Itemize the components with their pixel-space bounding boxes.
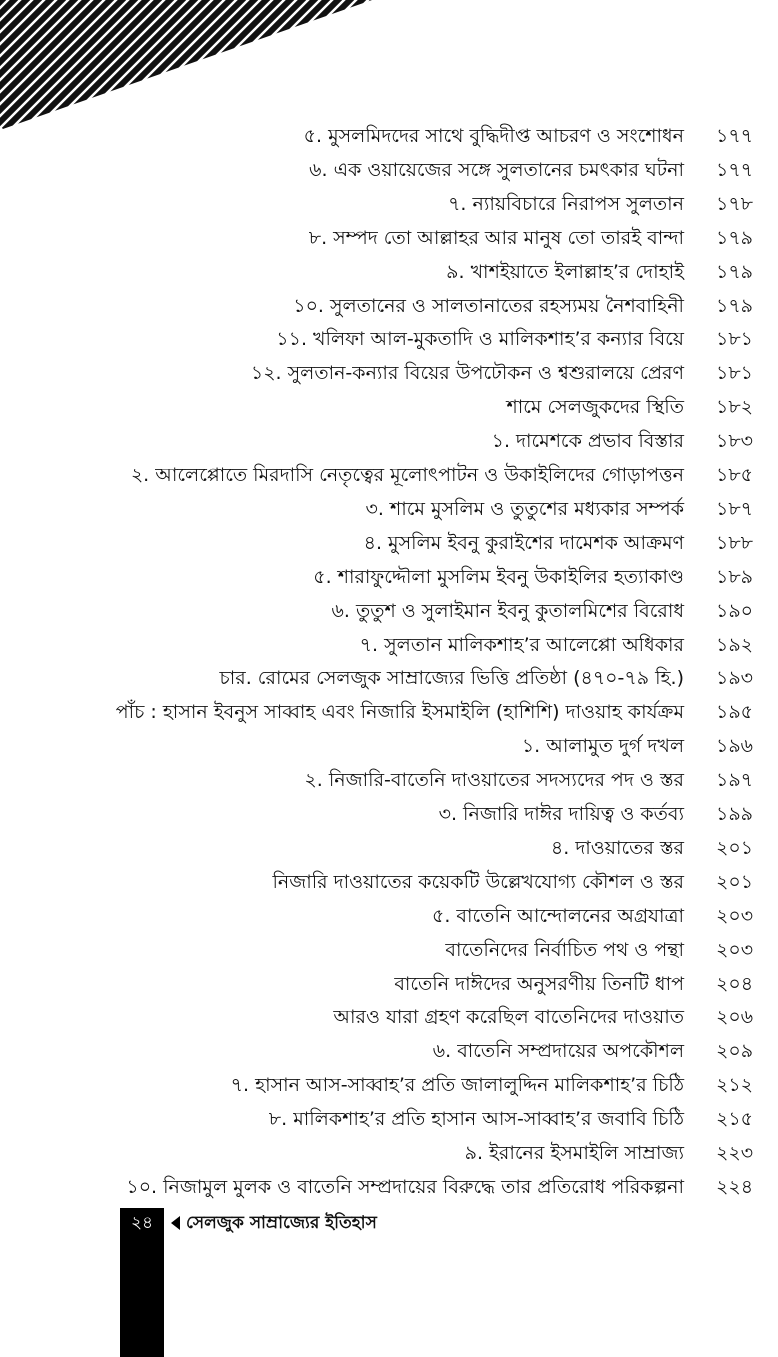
toc-entry: [0, 832, 778, 865]
toc-entry-title: ৭. হাসান আস-সাব্বাহ’র প্রতি জালালুদ্দিন মালিকশাহ’র চিঠি: [230, 1074, 684, 1096]
toc-entry-title: ৫. মুসলমিদদের সাথে বুদ্ধিদীপ্ত আচরণ ও সংশোধন: [303, 125, 684, 147]
toc-entry-title: ৫. বাতেনি আন্দোলনের অগ্রযাত্রা: [432, 905, 684, 927]
toc-entry: [0, 629, 778, 662]
toc-entry: [0, 391, 778, 424]
toc-entry-page: ২০৩: [716, 905, 754, 927]
toc-entry: [0, 968, 778, 1001]
toc-entry-page: ১৯৭: [716, 769, 754, 791]
toc-entry: [0, 357, 778, 390]
toc-entry: [0, 323, 778, 356]
toc-entry-title: ৪. মুসলিম ইবনু কুরাইশের দামেশক আক্রমণ: [363, 532, 684, 554]
toc-entry: [0, 459, 778, 492]
toc-entry: [0, 1069, 778, 1102]
footer-page-number: ২৪: [130, 1213, 154, 1233]
toc-entry-title: ৩. শামে মুসলিম ও তুতুশের মধ্যকার সম্পর্ক: [365, 498, 684, 520]
toc-entry-page: ১৯৬: [716, 735, 754, 757]
toc-entry-page: ২০৬: [716, 1006, 754, 1028]
toc-entry-title: আরও যারা গ্রহণ করেছিল বাতেনিদের দাওয়াত: [333, 1006, 684, 1028]
toc-entry: [0, 866, 778, 899]
toc-entry-page: ১৮৫: [716, 464, 753, 486]
toc-entry-page: ১৯৫: [716, 701, 753, 723]
toc-entry-title: ১০. নিজামুল মুলক ও বাতেনি সম্প্রদায়ের বিরুদ্ধে তার প্রতিরোধ পরিকল্পনা: [126, 1176, 684, 1198]
toc-entry-page: ১৯২: [716, 634, 754, 656]
toc-entry: [0, 1001, 778, 1034]
toc-entry: [0, 188, 778, 221]
toc-entry-title: ২. আলেপ্পোতে মিরদাসি নেতৃত্বের মূলোৎপাটন ও উকাইলিদের গোড়াপত্তন: [130, 464, 684, 486]
toc-entry: [0, 662, 778, 695]
toc-entry-page: ২০৪: [716, 973, 754, 995]
toc-entry: [0, 154, 778, 187]
toc-entry-title: ১. আলামুত দুর্গ দখল: [521, 735, 684, 757]
toc-entry-title: পাঁচ : হাসান ইবনুস সাব্বাহ এবং নিজারি ইসমাইলি (হাশিশি) দাওয়াহ কার্যক্রম: [115, 701, 684, 723]
toc-entry-title: ৮. মালিকশাহ’র প্রতি হাসান আস-সাব্বাহ’র জবাবি চিঠি: [268, 1108, 684, 1130]
toc-entry-page: ২২৩: [716, 1142, 754, 1164]
toc-entry-page: ১৮৭: [716, 498, 754, 520]
toc-entry-page: ২০১: [716, 871, 754, 893]
toc-entry-title: ১. দামেশকে প্রভাব বিস্তার: [491, 430, 684, 452]
toc-entry-title: ৬. এক ওয়ায়েজের সঙ্গে সুলতানের চমৎকার ঘটনা: [309, 159, 684, 181]
toc-entry: [0, 1035, 778, 1068]
toc-entry: [0, 1171, 778, 1204]
toc-entry-page: ১৮৮: [716, 532, 753, 554]
toc-entry-page: ১৭৭: [716, 159, 754, 181]
toc-entry: [0, 730, 778, 763]
toc-entry: [0, 595, 778, 628]
footer-book-title: সেলজুক সাম্রাজ্যের ইতিহাস: [186, 1213, 377, 1233]
toc-entry: [0, 527, 778, 560]
toc-entry-title: ২. নিজারি-বাতেনি দাওয়াতের সদস্যদের পদ ও স্তর: [304, 769, 684, 791]
toc-entry-title: ১২. সুলতান-কন্যার বিয়ের উপঢৌকন ও শ্বশুরালয়ে প্রেরণ: [250, 362, 684, 384]
toc-entry-page: ২২৪: [716, 1176, 754, 1198]
toc-entry-page: ১৯৯: [716, 803, 753, 825]
toc-entry-title: শামে সেলজুকদের স্থিতি: [506, 396, 684, 418]
toc-entry-page: ১৯৩: [716, 667, 754, 689]
footer-arrow-icon: [171, 1216, 180, 1230]
toc-entry-title: বাতেনি দাঈদের অনুসরণীয় তিনটি ধাপ: [394, 973, 684, 995]
toc-entry-page: ১৭৯: [716, 261, 754, 283]
toc-entry-page: ১৭৯: [716, 295, 754, 317]
toc-entry: [0, 934, 778, 967]
toc-entry-page: ১৯০: [716, 600, 754, 622]
toc-entry-page: ১৭৭: [716, 125, 754, 147]
toc-entry-title: ৯. খাশইয়াতে ইলাল্লাহ’র দোহাই: [446, 261, 684, 283]
toc-entry: [0, 425, 778, 458]
toc-entry-page: ২১৫: [716, 1108, 754, 1130]
toc-entry-page: ২০৯: [716, 1040, 754, 1062]
toc-entry: [0, 764, 778, 797]
toc-entry: [0, 696, 778, 729]
toc-entry: [0, 900, 778, 933]
toc-entry: [0, 120, 778, 153]
toc-entry-page: ১৭৮: [716, 193, 754, 215]
decorative-stripes: [0, 0, 372, 130]
toc-entry-page: ১৭৯: [716, 227, 754, 249]
toc-entry: [0, 561, 778, 594]
toc-entry-title: ৬. তুতুশ ও সুলাইমান ইবনু কুতালমিশের বিরোধ: [331, 600, 684, 622]
toc-entry: [0, 493, 778, 526]
toc-entry-title: ৬. বাতেনি সম্প্রদায়ের অপকৌশল: [432, 1040, 684, 1062]
toc-entry-page: ১৮২: [716, 396, 754, 418]
toc-entry-title: বাতেনিদের নির্বাচিত পথ ও পন্থা: [445, 939, 684, 961]
toc-entry-title: ৯. ইরানের ইসমাইলি সাম্রাজ্য: [464, 1142, 684, 1164]
toc-entry-page: ২০৩: [716, 939, 754, 961]
toc-entry-page: ১৮৯: [716, 566, 753, 588]
toc-entry: [0, 798, 778, 831]
toc-entry-title: ৫. শারাফুদ্দৌলা মুসলিম ইবনু উকাইলির হত্যাকাণ্ড: [313, 566, 684, 588]
toc-entry-title: ৮. সম্পদ তো আল্লাহর আর মানুষ তো তারই বান্দা: [308, 227, 684, 249]
toc-entry-title: ৭. ন্যায়বিচারে নিরাপস সুলতান: [448, 193, 684, 215]
toc-entry-title: চার. রোমের সেলজুক সাম্রাজ্যের ভিত্তি প্রতিষ্ঠা (৪৭০-৭৯ হি.): [219, 667, 684, 689]
toc-entry: [0, 1103, 778, 1136]
toc-entry-page: ১৮১: [716, 362, 753, 384]
toc-entry-title: নিজারি দাওয়াতের কয়েকটি উল্লেখযোগ্য কৌশল ও স্তর: [272, 871, 684, 893]
toc-entry: [0, 222, 778, 255]
toc-entry-page: ১৮৩: [716, 430, 754, 452]
toc-entry: [0, 256, 778, 289]
toc-entry-title: ৩. নিজারি দাঈর দায়িত্ব ও কর্তব্য: [438, 803, 684, 825]
toc-entry-title: ৪. দাওয়াতের স্তর: [550, 837, 684, 859]
toc-entry-title: ৭. সুলতান মালিকশাহ’র আলেপ্পো অধিকার: [359, 634, 684, 656]
toc-entry: [0, 290, 778, 323]
toc-entry-page: ২০১: [716, 837, 754, 859]
toc-entry-title: ১০. সুলতানের ও সালতানাতের রহস্যময় নৈশবাহিনী: [293, 295, 684, 317]
toc-entry: [0, 1137, 778, 1170]
toc-entry-page: ১৮১: [716, 328, 753, 350]
toc-entry-title: ১১. খলিফা আল-মুকতাদি ও মালিকশাহ’র কন্যার বিয়ে: [276, 328, 684, 350]
toc-entry-page: ২১২: [716, 1074, 754, 1096]
